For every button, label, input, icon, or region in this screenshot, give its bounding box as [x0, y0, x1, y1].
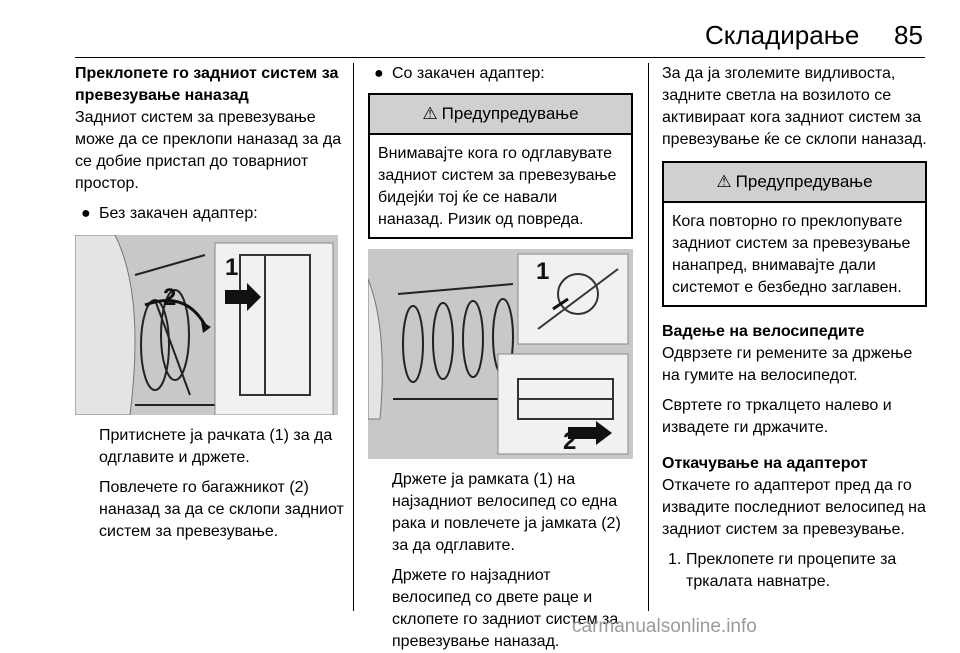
fold-back-intro: Задниот систем за превезување може да се преклопи наназад за да се добие пристап до товарниот простор.: [75, 109, 342, 192]
column-3: [662, 63, 927, 593]
figure-bike-carrier-no-adapter: [75, 235, 338, 415]
bullet-dot-icon: ●: [81, 205, 91, 222]
step-text: Притиснете ја рачката (1) за да одглавите и држете.: [99, 427, 333, 466]
watermark: carmanualsonline.info: [572, 616, 757, 637]
figure-bike-carrier-with-adapter: [368, 249, 633, 459]
steps-block: [75, 425, 345, 543]
warning-box: [368, 93, 633, 239]
detach-adapter-heading: Откачување на адаптерот: [662, 455, 868, 472]
bullet-item: [368, 63, 633, 85]
page-header: [0, 0, 960, 60]
column-2: [368, 63, 633, 653]
visibility-text: За да ја зголемите видливоста, задните светла на возилото се активираат кога задниот систем за превезување ќе се склопи наназад.: [662, 65, 927, 148]
figure-label-1: 1: [536, 258, 550, 285]
figure-label-2: 2: [563, 428, 577, 455]
warning-header: [664, 163, 925, 203]
figure-label-1: 1: [225, 254, 239, 281]
column-divider: [648, 63, 649, 611]
body-text: Откачете го адаптерот пред да го извадите последниот велосипед на задниот систем за превезување.: [662, 477, 926, 538]
column-divider: [353, 63, 354, 611]
bullet-text: Со закачен адаптер:: [392, 65, 545, 82]
item-text: Преклопете ги процепите за тркалата навнатре.: [686, 551, 897, 590]
warning-triangle-icon: ⚠: [422, 104, 438, 123]
header-divider: [75, 57, 925, 58]
step-text: Повлечете го багажникот (2) наназад за да се склопи задниот систем за превезување.: [99, 479, 344, 540]
warning-body: Внимавајте кога го одглавувате задниот систем за превезување бидејќи тој ќе се навали наназад. Ризик од повреда.: [378, 145, 617, 228]
warning-box: [662, 161, 927, 307]
numbered-item: [662, 549, 927, 593]
step-text: Држете го најзадниот велосипед со двете раце и склопете го задниот систем за превезување наназад.: [392, 567, 619, 650]
body-text: Свртете го тркалцето налево и извадете ги држачите.: [662, 397, 892, 436]
section-title: Складирање: [705, 20, 860, 50]
page-number: 85: [894, 20, 923, 50]
column-1: [75, 63, 345, 543]
warning-body: Кога повторно го преклопувате задниот систем за превезување нанапред, внимавајте дали системот е безбедно заглавен.: [672, 213, 911, 296]
bullet-dot-icon: ●: [374, 65, 384, 82]
bullet-item: [75, 203, 345, 225]
body-text: Одврзете ги ремените за држење на гумите на велосипедот.: [662, 345, 913, 384]
warning-title: Предупредување: [441, 104, 579, 123]
bike-carrier-illustration: [368, 249, 633, 459]
warning-title: Предупредување: [735, 172, 873, 191]
bike-carrier-illustration: [75, 235, 338, 415]
remove-bikes-heading: Вадење на велосипедите: [662, 323, 865, 340]
warning-header: [370, 95, 631, 135]
warning-triangle-icon: ⚠: [716, 172, 732, 191]
bullet-text: Без закачен адаптер:: [99, 205, 258, 222]
item-number: 1.: [668, 551, 682, 568]
figure-label-2: 2: [163, 284, 177, 311]
step-text: Држете ја рамката (1) на најзадниот велосипед со една рака и повлечете ја јамката (2) за да одглавите.: [392, 471, 621, 554]
fold-back-heading: Преклопете го задниот систем за превезување наназад: [75, 65, 339, 104]
